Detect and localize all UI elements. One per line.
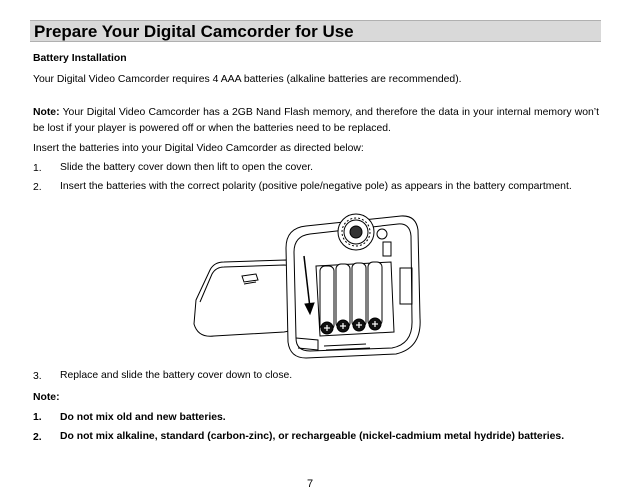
step-number: 2.	[33, 182, 42, 193]
step-text: Replace and slide the battery cover down to close.	[60, 370, 293, 381]
page-title: Prepare Your Digital Camcorder for Use	[34, 22, 354, 41]
note-number: 2.	[33, 432, 42, 443]
note-label: Note:	[33, 107, 60, 118]
note-number: 1.	[33, 412, 42, 423]
step-text: Insert the batteries with the correct polarity (positive pole/negative pole) as appears in the battery compartment.	[60, 181, 572, 192]
step-text: Slide the battery cover down then lift to open the cover.	[60, 162, 313, 173]
intro-text: Your Digital Video Camcorder requires 4 AAA batteries (alkaline batteries are recommended).	[33, 74, 462, 85]
note-paragraph	[33, 105, 599, 136]
note-text: Your Digital Video Camcorder has a 2GB Nand Flash memory, and therefore the data in your internal memory won’t be lost if your player is powered off or when the batteries need to be replaced.	[33, 107, 599, 134]
note-item: Do not mix alkaline, standard (carbon-zinc), or rechargeable (nickel-cadmium metal hydride) batteries.	[60, 431, 565, 442]
page-number: 7	[306, 478, 314, 490]
note-item: Do not mix old and new batteries.	[60, 412, 226, 423]
section-heading: Battery Installation	[33, 53, 127, 64]
title-bar	[30, 20, 601, 42]
step-number: 3.	[33, 371, 42, 382]
step-number: 1.	[33, 163, 42, 174]
battery-installation-illustration	[186, 208, 430, 366]
insert-instruction: Insert the batteries into your Digital Video Camcorder as directed below:	[33, 143, 364, 154]
notes-heading: Note:	[33, 392, 60, 403]
